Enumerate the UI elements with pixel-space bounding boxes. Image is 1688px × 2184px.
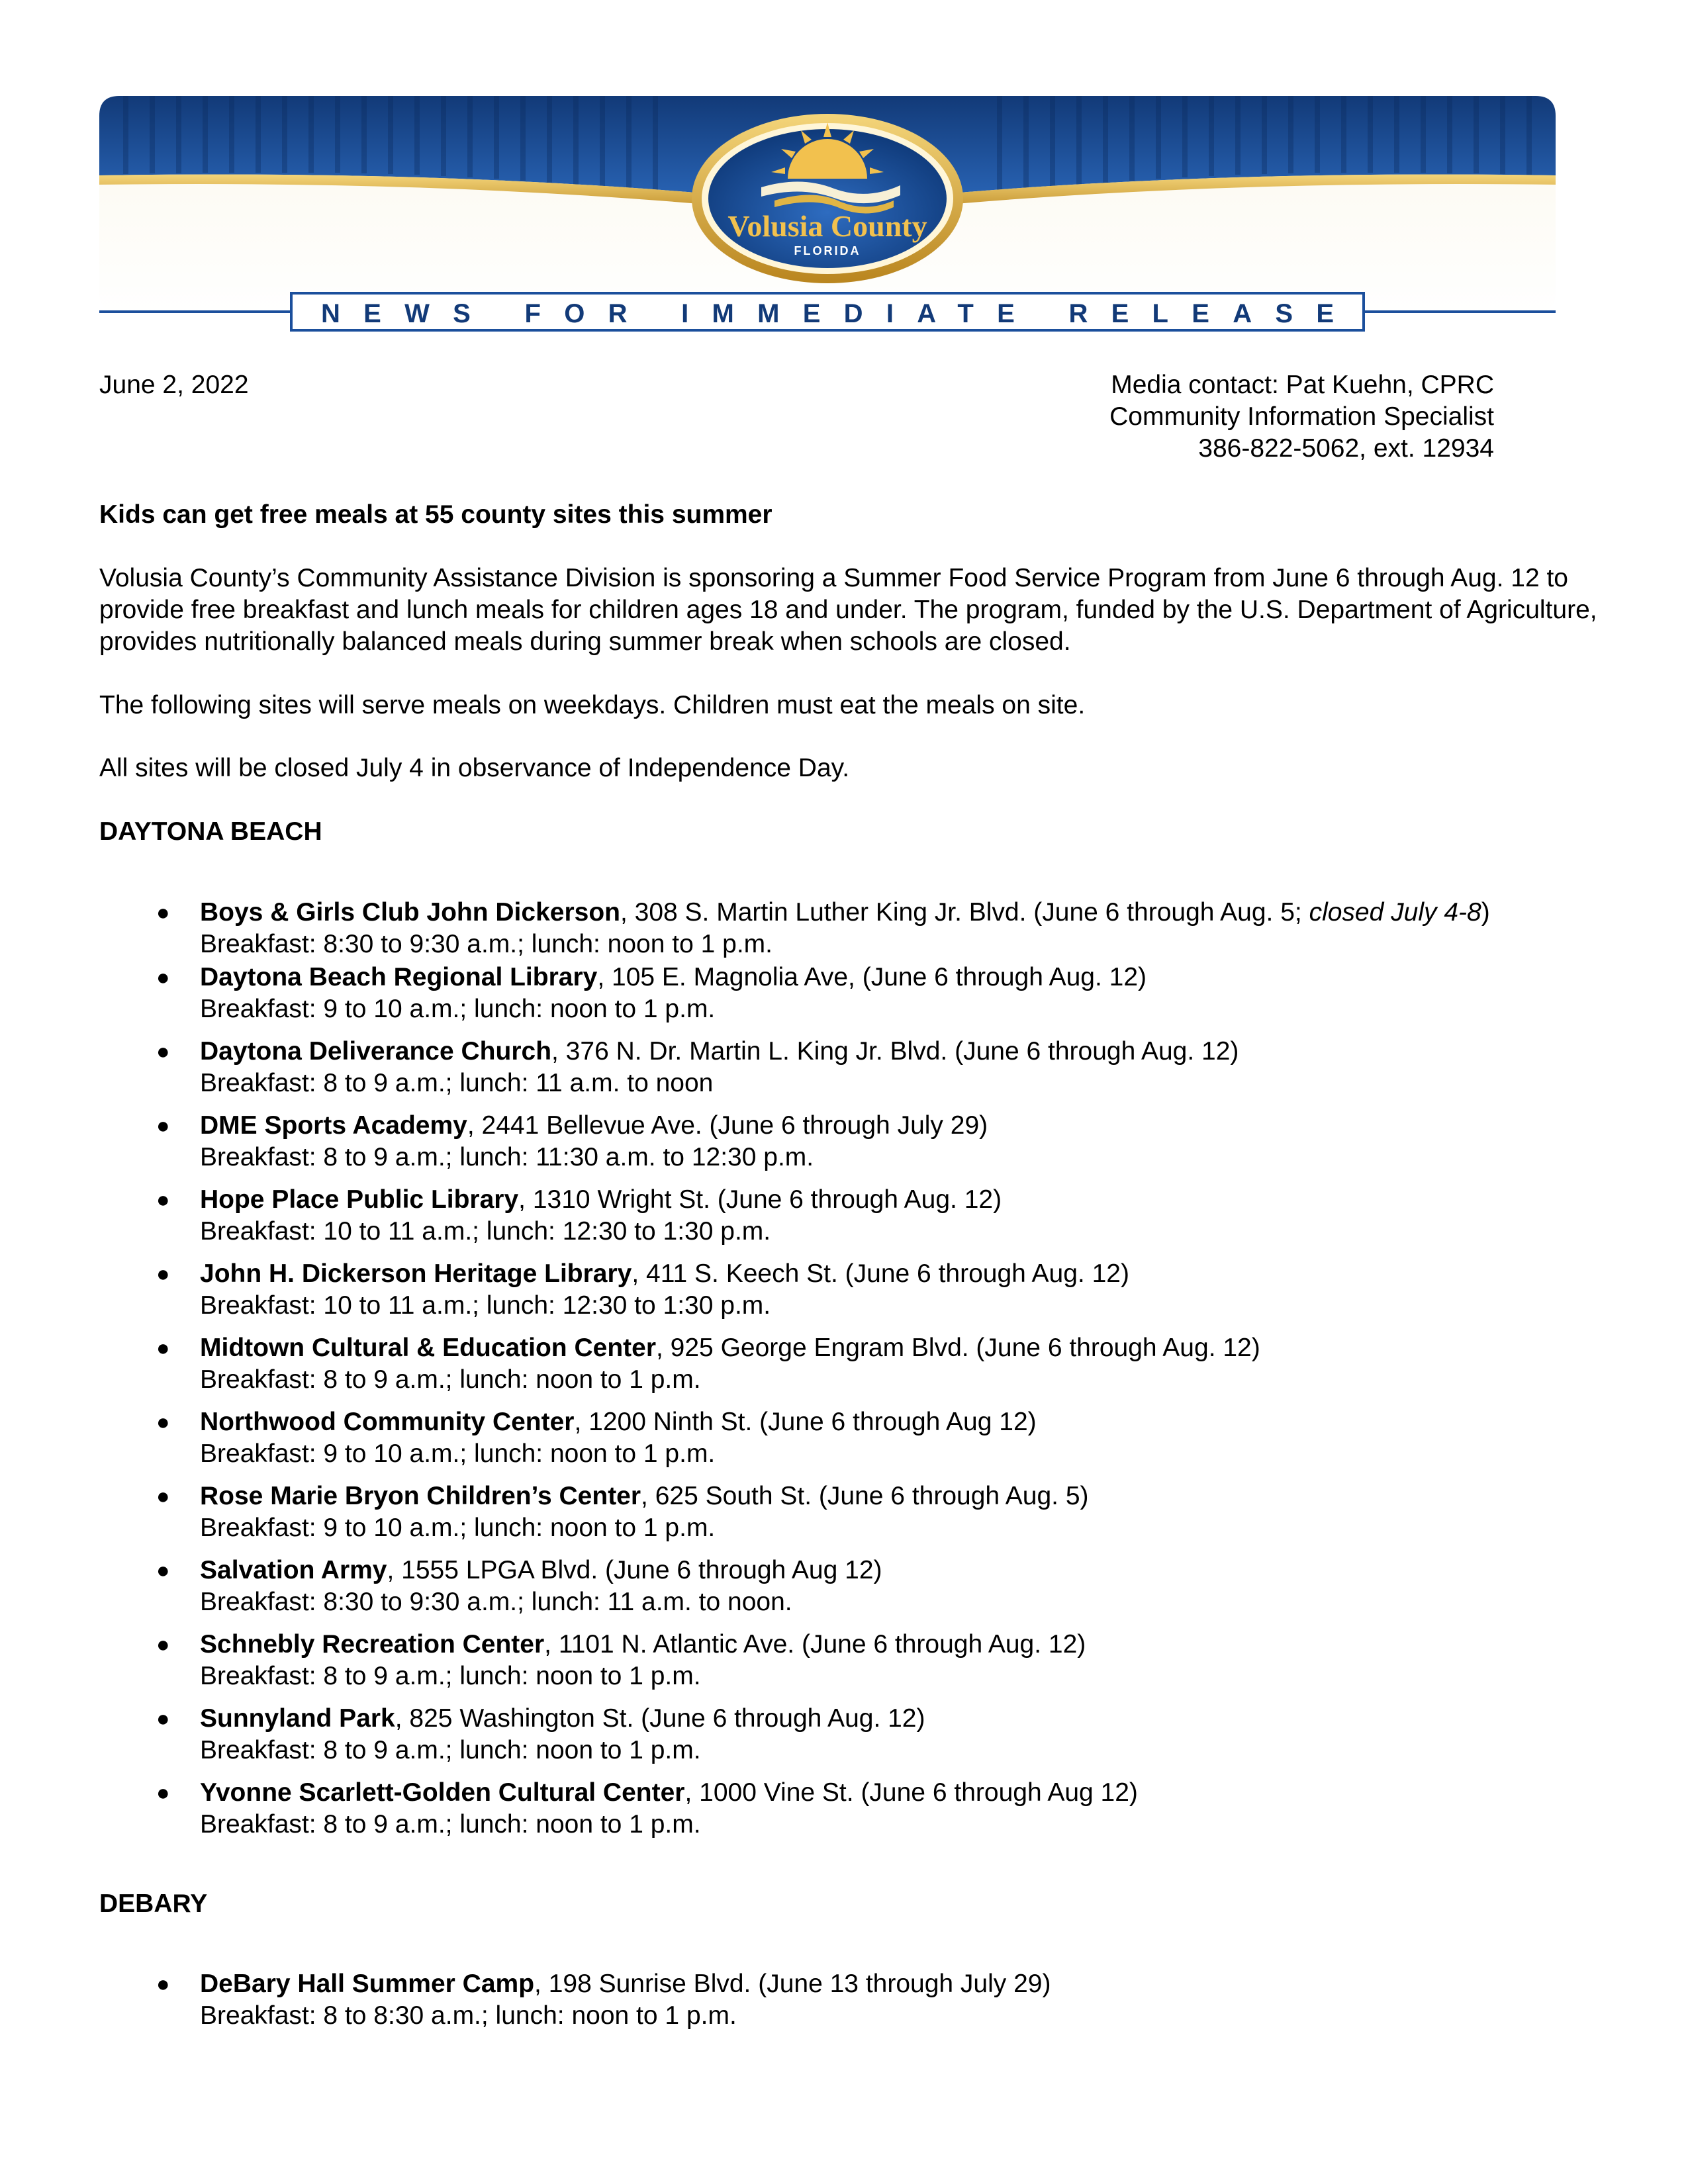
site-detail: , 1000 Vine St. (June 6 through Aug 12) <box>684 1778 1138 1807</box>
list-item <box>99 1184 1622 1248</box>
logo-main-text: Volusia County <box>727 209 927 243</box>
bullet-icon: ● <box>156 1780 170 1805</box>
bullet-icon: ● <box>156 1706 170 1731</box>
site-detail: , 625 South St. (June 6 through Aug. 5) <box>641 1482 1089 1510</box>
site-detail: , 308 S. Martin Luther King Jr. Blvd. (June 6 through Aug. 5; <box>620 898 1309 927</box>
list-item <box>99 1480 1622 1544</box>
list-item <box>99 1968 1622 2032</box>
site-note: closed July 4-8 <box>1309 898 1481 927</box>
list-item <box>99 1777 1622 1841</box>
site-detail-end: ) <box>1481 898 1490 927</box>
site-name: DeBary Hall Summer Camp <box>200 1970 535 1998</box>
site-detail: , 1310 Wright St. (June 6 through Aug. 12) <box>518 1185 1002 1214</box>
site-list-daytona-beach <box>99 897 1622 1841</box>
site-list-debary <box>99 1968 1622 2032</box>
site-name: Salvation Army <box>200 1556 387 1584</box>
bullet-icon: ● <box>156 1261 170 1287</box>
site-hours: Breakfast: 8 to 9 a.m.; lunch: noon to 1 p.m. <box>200 1365 701 1394</box>
list-item <box>99 1258 1622 1322</box>
bullet-icon: ● <box>156 1336 170 1361</box>
bullet-icon: ● <box>156 1410 170 1435</box>
section-heading-debary: DEBARY <box>99 1889 208 1918</box>
media-contact-line-1: Media contact: Pat Kuehn, CPRC <box>1111 371 1494 399</box>
release-date: June 2, 2022 <box>99 371 249 399</box>
bullet-icon: ● <box>156 1187 170 1212</box>
site-hours: Breakfast: 8 to 9 a.m.; lunch: noon to 1 p.m. <box>200 1810 701 1839</box>
bullet-icon: ● <box>156 1484 170 1509</box>
list-item <box>99 1406 1622 1470</box>
site-detail: , 198 Sunrise Blvd. (June 13 through July 29) <box>534 1970 1051 1998</box>
banner-title: NEWS FOR IMMEDIATE RELEASE <box>321 299 1334 328</box>
site-detail: , 825 Washington St. (June 6 through Aug. 12) <box>395 1704 925 1733</box>
body-paragraph-2: The following sites will serve meals on weekdays. Children must eat the meals on site. <box>99 691 1086 719</box>
site-name: Yvonne Scarlett-Golden Cultural Center <box>200 1778 685 1807</box>
bullet-icon: ● <box>156 1039 170 1064</box>
bullet-icon: ● <box>156 1632 170 1657</box>
site-hours: Breakfast: 8 to 8:30 a.m.; lunch: noon to 1 p.m. <box>200 2001 737 2030</box>
site-name: Northwood Community Center <box>200 1408 575 1436</box>
site-hours: Breakfast: 8 to 9 a.m.; lunch: 11 a.m. to noon <box>200 1069 714 1097</box>
section-heading-daytona-beach: DAYTONA BEACH <box>99 817 322 846</box>
headline: Kids can get free meals at 55 county sites this summer <box>99 500 773 529</box>
list-item <box>99 897 1622 960</box>
news-release-banner <box>99 96 1556 336</box>
site-name: Rose Marie Bryon Children’s Center <box>200 1482 641 1510</box>
list-item <box>99 962 1622 1025</box>
site-hours: Breakfast: 9 to 10 a.m.; lunch: noon to 1 p.m. <box>200 995 716 1023</box>
site-detail: , 105 E. Magnolia Ave, (June 6 through Aug. 12) <box>597 963 1147 991</box>
site-detail: , 925 George Engram Blvd. (June 6 through Aug. 12) <box>656 1334 1260 1362</box>
site-name: DME Sports Academy <box>200 1111 467 1140</box>
site-detail: , 2441 Bellevue Ave. (June 6 through July 29) <box>467 1111 988 1140</box>
bullet-icon: ● <box>156 900 170 925</box>
site-hours: Breakfast: 8:30 to 9:30 a.m.; lunch: noon to 1 p.m. <box>200 930 773 958</box>
site-hours: Breakfast: 8 to 9 a.m.; lunch: 11:30 a.m. to 12:30 p.m. <box>200 1143 814 1171</box>
site-name: John H. Dickerson Heritage Library <box>200 1259 632 1288</box>
site-detail: , 1101 N. Atlantic Ave. (June 6 through Aug. 12) <box>544 1630 1086 1659</box>
site-hours: Breakfast: 8 to 9 a.m.; lunch: noon to 1 p.m. <box>200 1662 701 1690</box>
site-detail: , 376 N. Dr. Martin L. King Jr. Blvd. (June 6 through Aug. 12) <box>551 1037 1239 1066</box>
site-hours: Breakfast: 9 to 10 a.m.; lunch: noon to 1 p.m. <box>200 1439 716 1468</box>
site-name: Schnebly Recreation Center <box>200 1630 545 1659</box>
site-name: Midtown Cultural & Education Center <box>200 1334 656 1362</box>
site-hours: Breakfast: 8 to 9 a.m.; lunch: noon to 1 p.m. <box>200 1736 701 1764</box>
site-hours: Breakfast: 10 to 11 a.m.; lunch: 12:30 to 1:30 p.m. <box>200 1291 771 1320</box>
body-paragraph-1: Volusia County’s Community Assistance Division is sponsoring a Summer Food Service Program from June 6 through Aug. 12 to provide free breakfast and lunch meals for children ages 18 and under. The program, funded by the U.S. Department of Agriculture, provides nutritionally balanced meals during summer break when schools are closed. <box>99 564 1597 656</box>
list-item <box>99 1629 1622 1692</box>
site-hours: Breakfast: 9 to 10 a.m.; lunch: noon to 1 p.m. <box>200 1514 716 1542</box>
bullet-icon: ● <box>156 1113 170 1138</box>
media-contact-line-2: Community Information Specialist <box>1109 402 1494 431</box>
list-item <box>99 1110 1622 1173</box>
bullet-icon: ● <box>156 965 170 990</box>
media-contact-line-3: 386-822-5062, ext. 12934 <box>1198 434 1494 463</box>
site-hours: Breakfast: 8:30 to 9:30 a.m.; lunch: 11 a.m. to noon. <box>200 1588 792 1616</box>
site-name: Sunnyland Park <box>200 1704 395 1733</box>
site-hours: Breakfast: 10 to 11 a.m.; lunch: 12:30 to 1:30 p.m. <box>200 1217 771 1246</box>
site-name: Hope Place Public Library <box>200 1185 519 1214</box>
site-name: Boys & Girls Club John Dickerson <box>200 898 620 927</box>
bullet-icon: ● <box>156 1972 170 1997</box>
bullet-icon: ● <box>156 1558 170 1583</box>
site-detail: , 1200 Ninth St. (June 6 through Aug 12) <box>574 1408 1037 1436</box>
body-paragraph-3: All sites will be closed July 4 in observance of Independence Day. <box>99 754 850 782</box>
list-item <box>99 1703 1622 1766</box>
media-contact <box>1019 369 1494 465</box>
logo-sub-text: FLORIDA <box>794 244 861 257</box>
list-item <box>99 1332 1622 1396</box>
volusia-county-logo <box>692 114 963 283</box>
list-item <box>99 1555 1622 1618</box>
site-name: Daytona Beach Regional Library <box>200 963 598 991</box>
list-item <box>99 1036 1622 1099</box>
site-detail: , 1555 LPGA Blvd. (June 6 through Aug 12) <box>387 1556 882 1584</box>
site-name: Daytona Deliverance Church <box>200 1037 552 1066</box>
site-detail: , 411 S. Keech St. (June 6 through Aug. 12) <box>632 1259 1129 1288</box>
